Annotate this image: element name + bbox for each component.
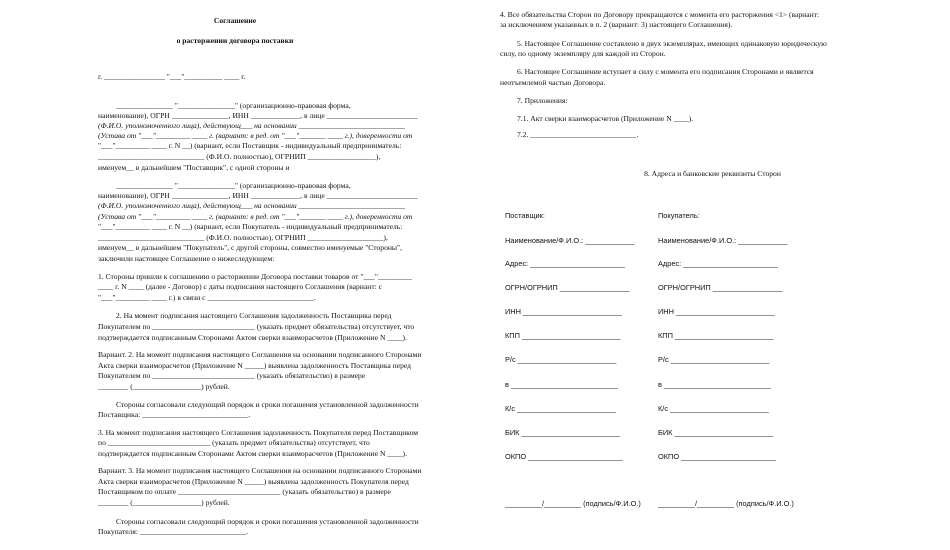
place-date-line: г. ________________ "___"__________ ____ г. (98, 72, 246, 81)
left-text-line: 1. Стороны пришли к соглашению о расторжении Договора поставки товаров от "___"_________ (98, 272, 413, 281)
left-text-line: _______________ "_______________" (организационно-правовая форма, (116, 181, 351, 190)
left-text-line: ________ (__________________) рублей. (98, 382, 230, 391)
left-text-line: "___"_________ ____ г. N __) (вариант, если Покупатель - индивидуальный предприниматель: (98, 222, 403, 231)
buyer-requisite-line: ОКПО _______________________ (658, 452, 776, 461)
supplier-signature: _________/_________ (подпись/Ф.И.О.) (505, 499, 641, 508)
buyer-requisite-line: Наименование/Ф.И.О.: ____________ (658, 236, 788, 245)
right-text-line: за исключением указанных в п. 2 (вариант: 3) настоящего Соглашения). (500, 20, 733, 29)
left-text-line: Стороны согласовали следующий порядок и сроки погашения установленной задолженности (116, 517, 419, 526)
left-text-line: подтверждается подписанным Сторонами Актом сверки взаиморасчетов (Приложение N ____). (98, 449, 407, 458)
left-text-line: 3. На момент подписания настоящего Соглашения задолженность Покупателя перед Поставщиком (98, 428, 419, 437)
left-text-line: именуем__ в дальнейшем "Поставщик", с одной стороны и (98, 163, 290, 172)
buyer-requisite-line: Покупатель: (658, 211, 700, 220)
left-text-line: Стороны согласовали следующий порядок и сроки погашения установленной задолженности (116, 400, 419, 409)
left-text-line: ____________________________ (Ф.И.О. полностью), ОГРНИП __________________), (98, 152, 381, 161)
left-text-line: ____ г. N ____ (далее - Договор) с даты подписания настоящего Соглашения (вариант: с (98, 282, 383, 291)
right-text-line: 7.2. ____________________________. (517, 130, 639, 139)
left-text-line: "___"_________ ____ г.) в связи с ____________________________. (98, 293, 316, 302)
left-text-line: (Устава от "___"_________ ____ г. (вариант: в ред. от "___"_______ ____ г.), доверенности от (98, 212, 413, 221)
left-text-line: Вариант. 3. На момент подписания настоящего Соглашения на основании подписанного Сторонами (98, 466, 422, 475)
left-text-line: Акта сверки взаиморасчетов (Приложение N _____) выявлена задолженность Покупателя перед (98, 477, 409, 486)
left-text-line: ____________________________ (Ф.И.О. полностью), ОГРНИП ____________________), (98, 233, 388, 242)
supplier-requisite-line: Наименование/Ф.И.О.: ____________ (505, 236, 635, 245)
left-text-line: Покупателем по ___________________________ (указать предмет обязательства) отсутствует, что (98, 322, 415, 331)
supplier-requisite-line: ИНН ________________________ (505, 307, 622, 316)
buyer-signature: _________/_________ (подпись/Ф.И.О.) (658, 499, 794, 508)
right-text-line: неотъемлемой частью Договора. (500, 78, 606, 87)
right-text-line: 4. Все обязательства Сторон по Договору прекращаются с момента его расторжения <1> (вариант: (500, 10, 820, 19)
left-text-line: "___"_________ ____ г. N __) (вариант, если Поставщик - индивидуальный предприниматель: (98, 141, 402, 150)
supplier-requisite-line: БИК ________________________ (505, 428, 621, 437)
supplier-requisite-line: в __________________________ (505, 380, 618, 389)
left-text-line: (Ф.И.О. уполномоченного лица), действующ___ на основании ____________________________ (98, 201, 405, 210)
right-text-line: 7.1. Акт сверки взаиморасчетов (Приложение N ____). (517, 114, 694, 123)
buyer-requisite-line: Р/с ________________________ (658, 355, 770, 364)
left-page (0, 0, 470, 550)
left-text-line: (Устава от "___"_________ ____ г. (вариант: в ред. от "___"_______ ____ г.), доверенности от (98, 131, 413, 140)
left-text-line: ________ (__________________) рублей. (98, 498, 230, 507)
supplier-requisite-line: Адрес: _______________________ (505, 259, 625, 268)
document-title: Соглашение (213, 16, 257, 25)
left-text-line: Поставщиком по оплате ___________________________ (указать обязательство) в размере (98, 487, 391, 496)
right-text-line: 6. Настоящее Соглашение вступает в силу с момента его подписания Сторонами и является (517, 67, 814, 76)
left-text-line: Покупателем по ___________________________ (указать обязательство) в размере (98, 371, 366, 380)
left-text-line: Покупателя: ____________________________. (98, 527, 249, 536)
left-text-line: именуем__ в дальнейшем "Покупатель", с другой стороны, совместно именуемые "Стороны", (98, 243, 403, 252)
buyer-requisite-line: БИК ________________________ (658, 428, 774, 437)
buyer-requisite-line: К/с ________________________ (658, 404, 769, 413)
left-text-line: _______________ "_______________" (организационно-правовая форма, (116, 101, 351, 110)
right-text-line: 5. Настоящее Соглашение составлено в двух экземплярах, имеющих одинаковую юридическую (517, 39, 827, 48)
supplier-requisite-line: ОГРН/ОГРНИП _________________ (505, 283, 630, 292)
right-text-line: силу, по одному экземпляру для каждой из Сторон. (500, 49, 666, 58)
left-text-line: подтверждается подписанным Сторонами Актом сверки взаиморасчетов (Приложение N ____). (98, 333, 407, 342)
left-text-line: наименование), ОГРН _______________, ИНН _____________, в лице ________________________ (98, 111, 418, 120)
supplier-requisite-line: К/с ________________________ (505, 404, 616, 413)
supplier-requisite-line: КПП ________________________ (505, 331, 621, 340)
buyer-requisite-line: Адрес: _______________________ (658, 259, 778, 268)
supplier-requisite-line: Поставщик: (505, 211, 545, 220)
buyer-requisite-line: ОГРН/ОГРНИП _________________ (658, 283, 783, 292)
right-text-line: 7. Приложения: (517, 96, 568, 105)
buyer-requisite-line: КПП ________________________ (658, 331, 774, 340)
supplier-requisite-line: ОКПО _______________________ (505, 452, 623, 461)
left-text-line: (Ф.И.О. уполномоченного лица), действующ___ на основании ____________________________ (98, 121, 405, 130)
buyer-requisite-line: ИНН ________________________ (658, 307, 775, 316)
left-text-line: наименование), ОГРН _______________, ИНН _____________, в лице ________________________ (98, 191, 418, 200)
left-text-line: 2. На момент подписания настоящего Соглашения задолженность Поставщика перед (116, 311, 392, 320)
left-text-line: Поставщика: ____________________________. (98, 410, 251, 419)
left-text-line: по ___________________________ (указать предмет обязательства) отсутствует, что (98, 438, 370, 447)
left-text-line: заключили настоящее Соглашение о нижеследующем: (98, 254, 275, 263)
left-text-line: Вариант. 2. На момент подписания настоящего Соглашения на основании подписанного Сторонами (98, 350, 422, 359)
buyer-requisite-line: в __________________________ (658, 380, 771, 389)
supplier-requisite-line: Р/с ________________________ (505, 355, 617, 364)
addresses-heading: 8. Адреса и банковские реквизиты Сторон (644, 169, 781, 178)
document-subtitle: о расторжении договора поставки (176, 36, 294, 45)
right-page (475, 0, 950, 550)
left-text-line: Акта сверки взаиморасчетов (Приложение N _____) выявлена задолженность Поставщика перед (98, 361, 412, 370)
